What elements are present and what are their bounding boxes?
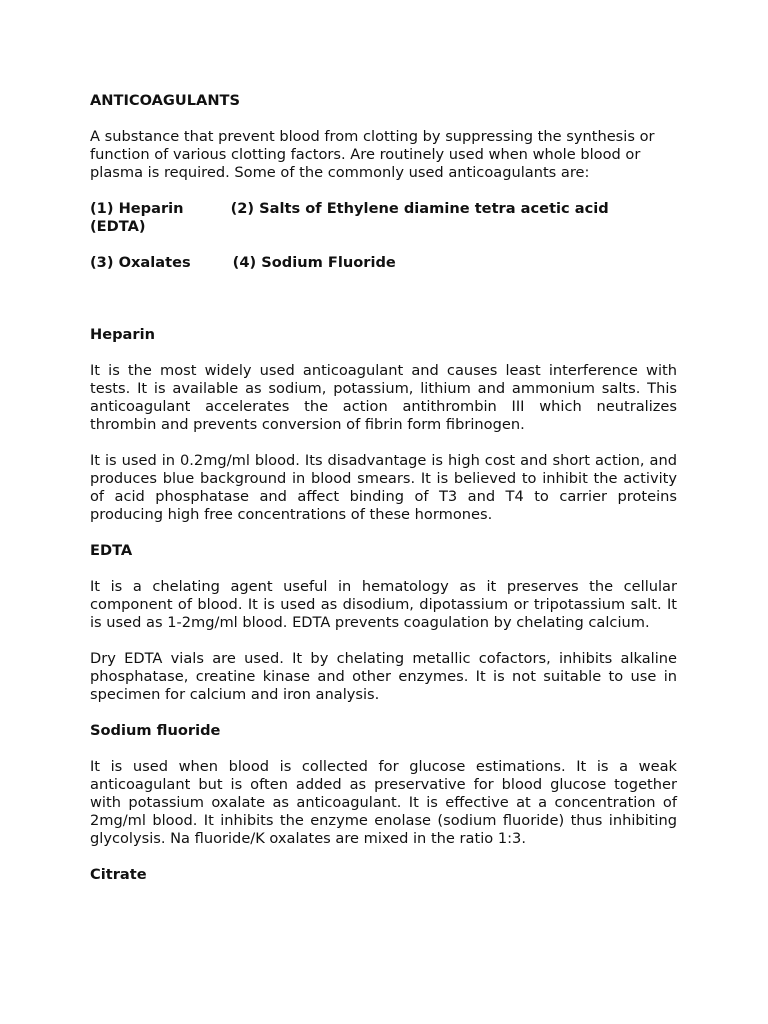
list-item-heparin: (1) Heparin — [90, 200, 184, 217]
document-title: ANTICOAGULANTS — [90, 92, 241, 109]
edta-paragraph-2: Dry EDTA vials are used. It by chelating metallic cofactors, inhibits alkaline phosphatase, creatine kinase and other enzymes. It is not suitable to use in specimen for calcium and iron analysis. — [90, 650, 677, 703]
list-line-1 — [90, 200, 677, 218]
sodium-fluoride-paragraph: It is used when blood is collected for glucose estimations. It is a weak anticoagulant but is often added as preservative for blood glucose together with potassium oxalate as anticoagulant. It is effective at a concentration of 2mg/ml blood. It inhibits the enzyme enolase (sodium fluoride) thus inhibiting glycolysis. Na fluoride/K oxalates are mixed in the ratio 1:3. — [90, 758, 677, 847]
list-line-2 — [90, 254, 677, 272]
anticoagulant-list-2 — [90, 254, 677, 272]
heparin-paragraph-1: It is the most widely used anticoagulant and causes least interference with tests. It is available as sodium, potassium, lithium and ammonium salts. This anticoagulant accelerates the action antithrombin III which neutralizes thrombin and prevents conversion of fibrin form fibrinogen. — [90, 362, 677, 433]
list-line-1-wrap: (EDTA) — [90, 218, 146, 235]
heading-citrate: Citrate — [90, 866, 147, 883]
edta-paragraph-1: It is a chelating agent useful in hematology as it preserves the cellular component of blood. It is used as disodium, dipotassium or tripotassium salt. It is used as 1-2mg/ml blood. EDTA prevents coagulation by chelating calcium. — [90, 578, 677, 631]
heading-sodium-fluoride: Sodium fluoride — [90, 722, 221, 739]
heading-edta: EDTA — [90, 542, 133, 559]
spacer — [90, 290, 677, 326]
list-item-edta-salts: (2) Salts of Ethylene diamine tetra acetic acid — [230, 200, 609, 217]
heading-heparin: Heparin — [90, 326, 155, 343]
heparin-paragraph-2: It is used in 0.2mg/ml blood. Its disadvantage is high cost and short action, and produces blue background in blood smears. It is believed to inhibit the activity of acid phosphatase and affect binding of T3 and T4 to carrier proteins producing high free concentrations of these hormones. — [90, 452, 677, 523]
document-page — [90, 92, 677, 902]
anticoagulant-list — [90, 200, 677, 236]
intro-paragraph: A substance that prevent blood from clotting by suppressing the synthesis or function of various clotting factors. Are routinely used when whole blood or plasma is required. Some of the commonly used anticoagulants are: — [90, 128, 655, 181]
list-item-oxalates: (3) Oxalates — [90, 254, 191, 271]
list-item-sodium-fluoride: (4) Sodium Fluoride — [232, 254, 396, 271]
